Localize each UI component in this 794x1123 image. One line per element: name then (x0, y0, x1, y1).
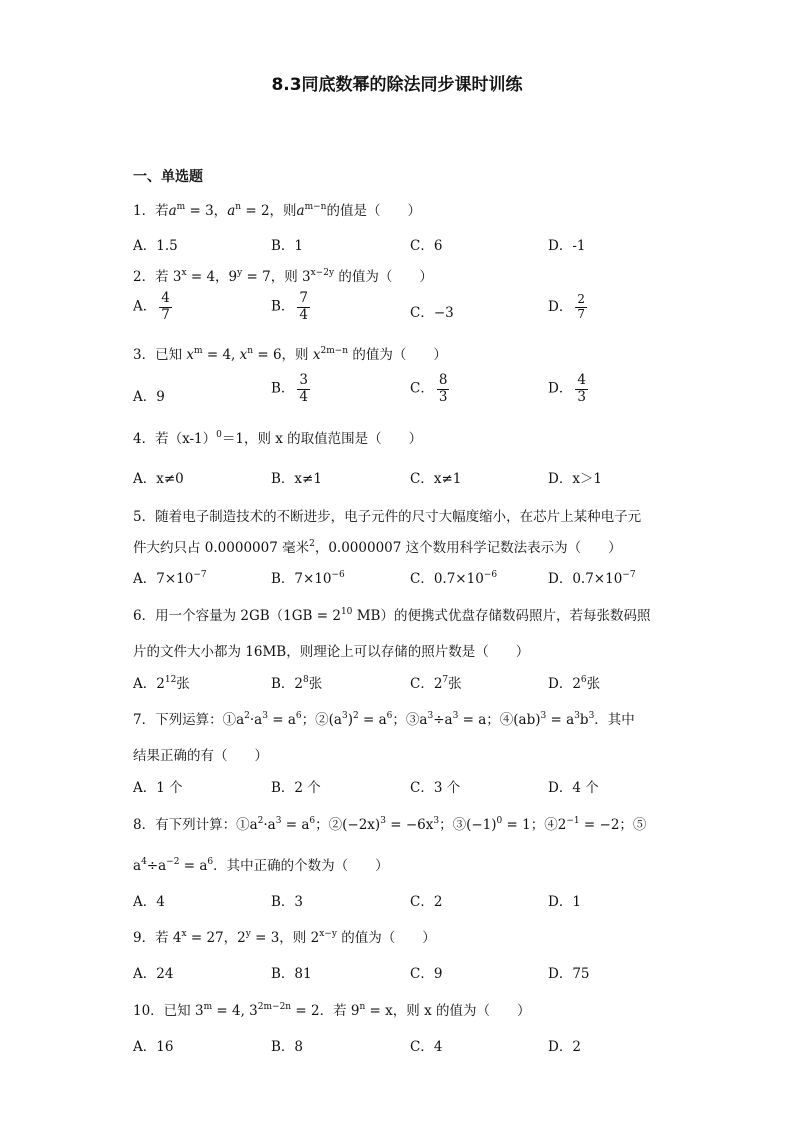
question-2-stem: 2．若 $3^x = 4$，$9^y = 7$，则 $3^{x-2y}$ 的值为（ ） (133, 268, 433, 285)
question-2-option-d: D． $\frac{2}{7}$ (548, 292, 585, 321)
question-6-option-b: B．$2^8$张 (271, 675, 323, 692)
question-2-option-b: B． $\frac{7}{4}$ (271, 290, 309, 323)
question-5-stem-line-1: 5．随着电子制造技术的不断进步，电子元件的尺寸大幅度缩小，在芯片上某种电子元 (133, 509, 642, 525)
question-8-option-c: C．2 (410, 894, 443, 910)
question-7-option-c: C．3 个 (410, 780, 461, 796)
question-1-option-d: D．-1 (548, 238, 586, 254)
section-heading: 一、单选题 (133, 169, 203, 185)
question-8-option-d: D．1 (548, 894, 581, 910)
question-4-stem: 4．若$(x-1)^0=1$，则 x 的取值范围是（ ） (133, 430, 423, 447)
question-1-option-c: C．6 (410, 238, 443, 254)
question-6-option-c: C．$2^7$张 (410, 675, 462, 692)
question-7-option-a: A．1 个 (133, 780, 183, 796)
question-4-option-c: C．x≠1 (410, 471, 462, 487)
question-1-option-b: B．1 (271, 238, 304, 254)
question-5-stem-line-2: 件大约只占 0.0000007 毫米$^2$，0.0000007 这个数用科学记数法表示为（ ） (133, 539, 622, 556)
question-9-option-a: A．24 (133, 966, 174, 982)
question-5-option-a: A．$7\times 10^{-7}$ (133, 570, 207, 587)
question-6-stem-line-1: 6．用一个容量为 $2GB(1GB = 2^{10}$ MB）的便携式优盘存储数码照片，若每张数码照 (133, 607, 651, 624)
question-4-option-d: D．x＞1 (548, 471, 603, 487)
question-5-option-d: D．$0.7\times 10^{-7}$ (548, 570, 636, 587)
question-10-option-c: C．4 (410, 1039, 443, 1055)
question-4-option-b: B．x≠1 (271, 471, 322, 487)
question-9-option-d: D．75 (548, 966, 590, 982)
question-3-option-b: B． $\frac{3}{4}$ (271, 372, 309, 405)
question-3-option-a: A．9 (133, 389, 165, 405)
question-3-option-d: D． $\frac{4}{3}$ (548, 372, 586, 405)
question-10-option-b: B．8 (271, 1039, 304, 1055)
question-1-stem: 1．若$a^m = 3$，$a^n = 2$，则$a^{m-n}$的值是（ ） (133, 202, 421, 219)
question-5-option-b: B．$7\times 10^{-6}$ (271, 570, 345, 587)
question-2-option-a: A． $\frac{4}{7}$ (133, 290, 170, 323)
question-9-option-c: C．9 (410, 966, 443, 982)
question-6-option-a: A．$2^{12}$张 (133, 675, 190, 692)
question-1-option-a: A．1.5 (133, 238, 178, 254)
question-2-option-c: C．−3 (410, 305, 454, 321)
question-9-option-b: B．81 (271, 966, 312, 982)
question-10-stem: 10．已知 $3^m = 4$, $3^{2m-2n} = 2$．若 $9^n = x$，则 x 的值为（ ） (133, 1002, 531, 1019)
question-8-stem-line-2: $a^4\div a^{-2} = a^6$．其中正确的个数为（ ） (133, 857, 389, 874)
question-7-stem-line-2: 结果正确的有（ ） (133, 748, 268, 764)
question-6-stem-line-2: 片的文件大小都为 16MB，则理论上可以存储的照片数是（ ） (133, 644, 530, 660)
page-title: 8.3同底数幂的除法同步课时训练 (271, 75, 523, 95)
question-6-option-d: D．$2^6$张 (548, 675, 601, 692)
question-5-option-c: C．$0.7\times 10^{-6}$ (410, 570, 498, 587)
question-9-stem: 9．若 $4^x = 27$，$2^y = 3$，则 $2^{x-y}$ 的值为（ ） (133, 929, 436, 946)
question-10-option-a: A．16 (133, 1039, 174, 1055)
question-8-option-a: A．4 (133, 894, 165, 910)
question-7-stem-line-1: 7．下列运算：$①a^2\cdot a^3 = a^6$；$②(a^3)^2 = a^6$；$③a^3\div a^3 = a$；④(ab)$^3$ = $a^3b^3$．其中 (133, 711, 635, 728)
question-3-option-c: C． $\frac{8}{3}$ (410, 372, 448, 405)
question-3-stem: 3．已知 $x^m = 4$, $x^n = 6$，则 $x^{2m-n}$ 的值为（ ） (133, 346, 447, 363)
question-8-stem-line-1: 8．有下列计算：$①a^2\cdot a^3 = a^6$；$②(-2x)^3 = -6x^3$；$③(-1)^0 = 1$；$④2^{-1} = -2$；⑤ (133, 816, 647, 833)
question-7-option-d: D．4 个 (548, 780, 599, 796)
question-7-option-b: B．2 个 (271, 780, 321, 796)
question-10-option-d: D．2 (548, 1039, 581, 1055)
question-8-option-b: B．3 (271, 894, 304, 910)
question-4-option-a: A．x≠0 (133, 471, 184, 487)
